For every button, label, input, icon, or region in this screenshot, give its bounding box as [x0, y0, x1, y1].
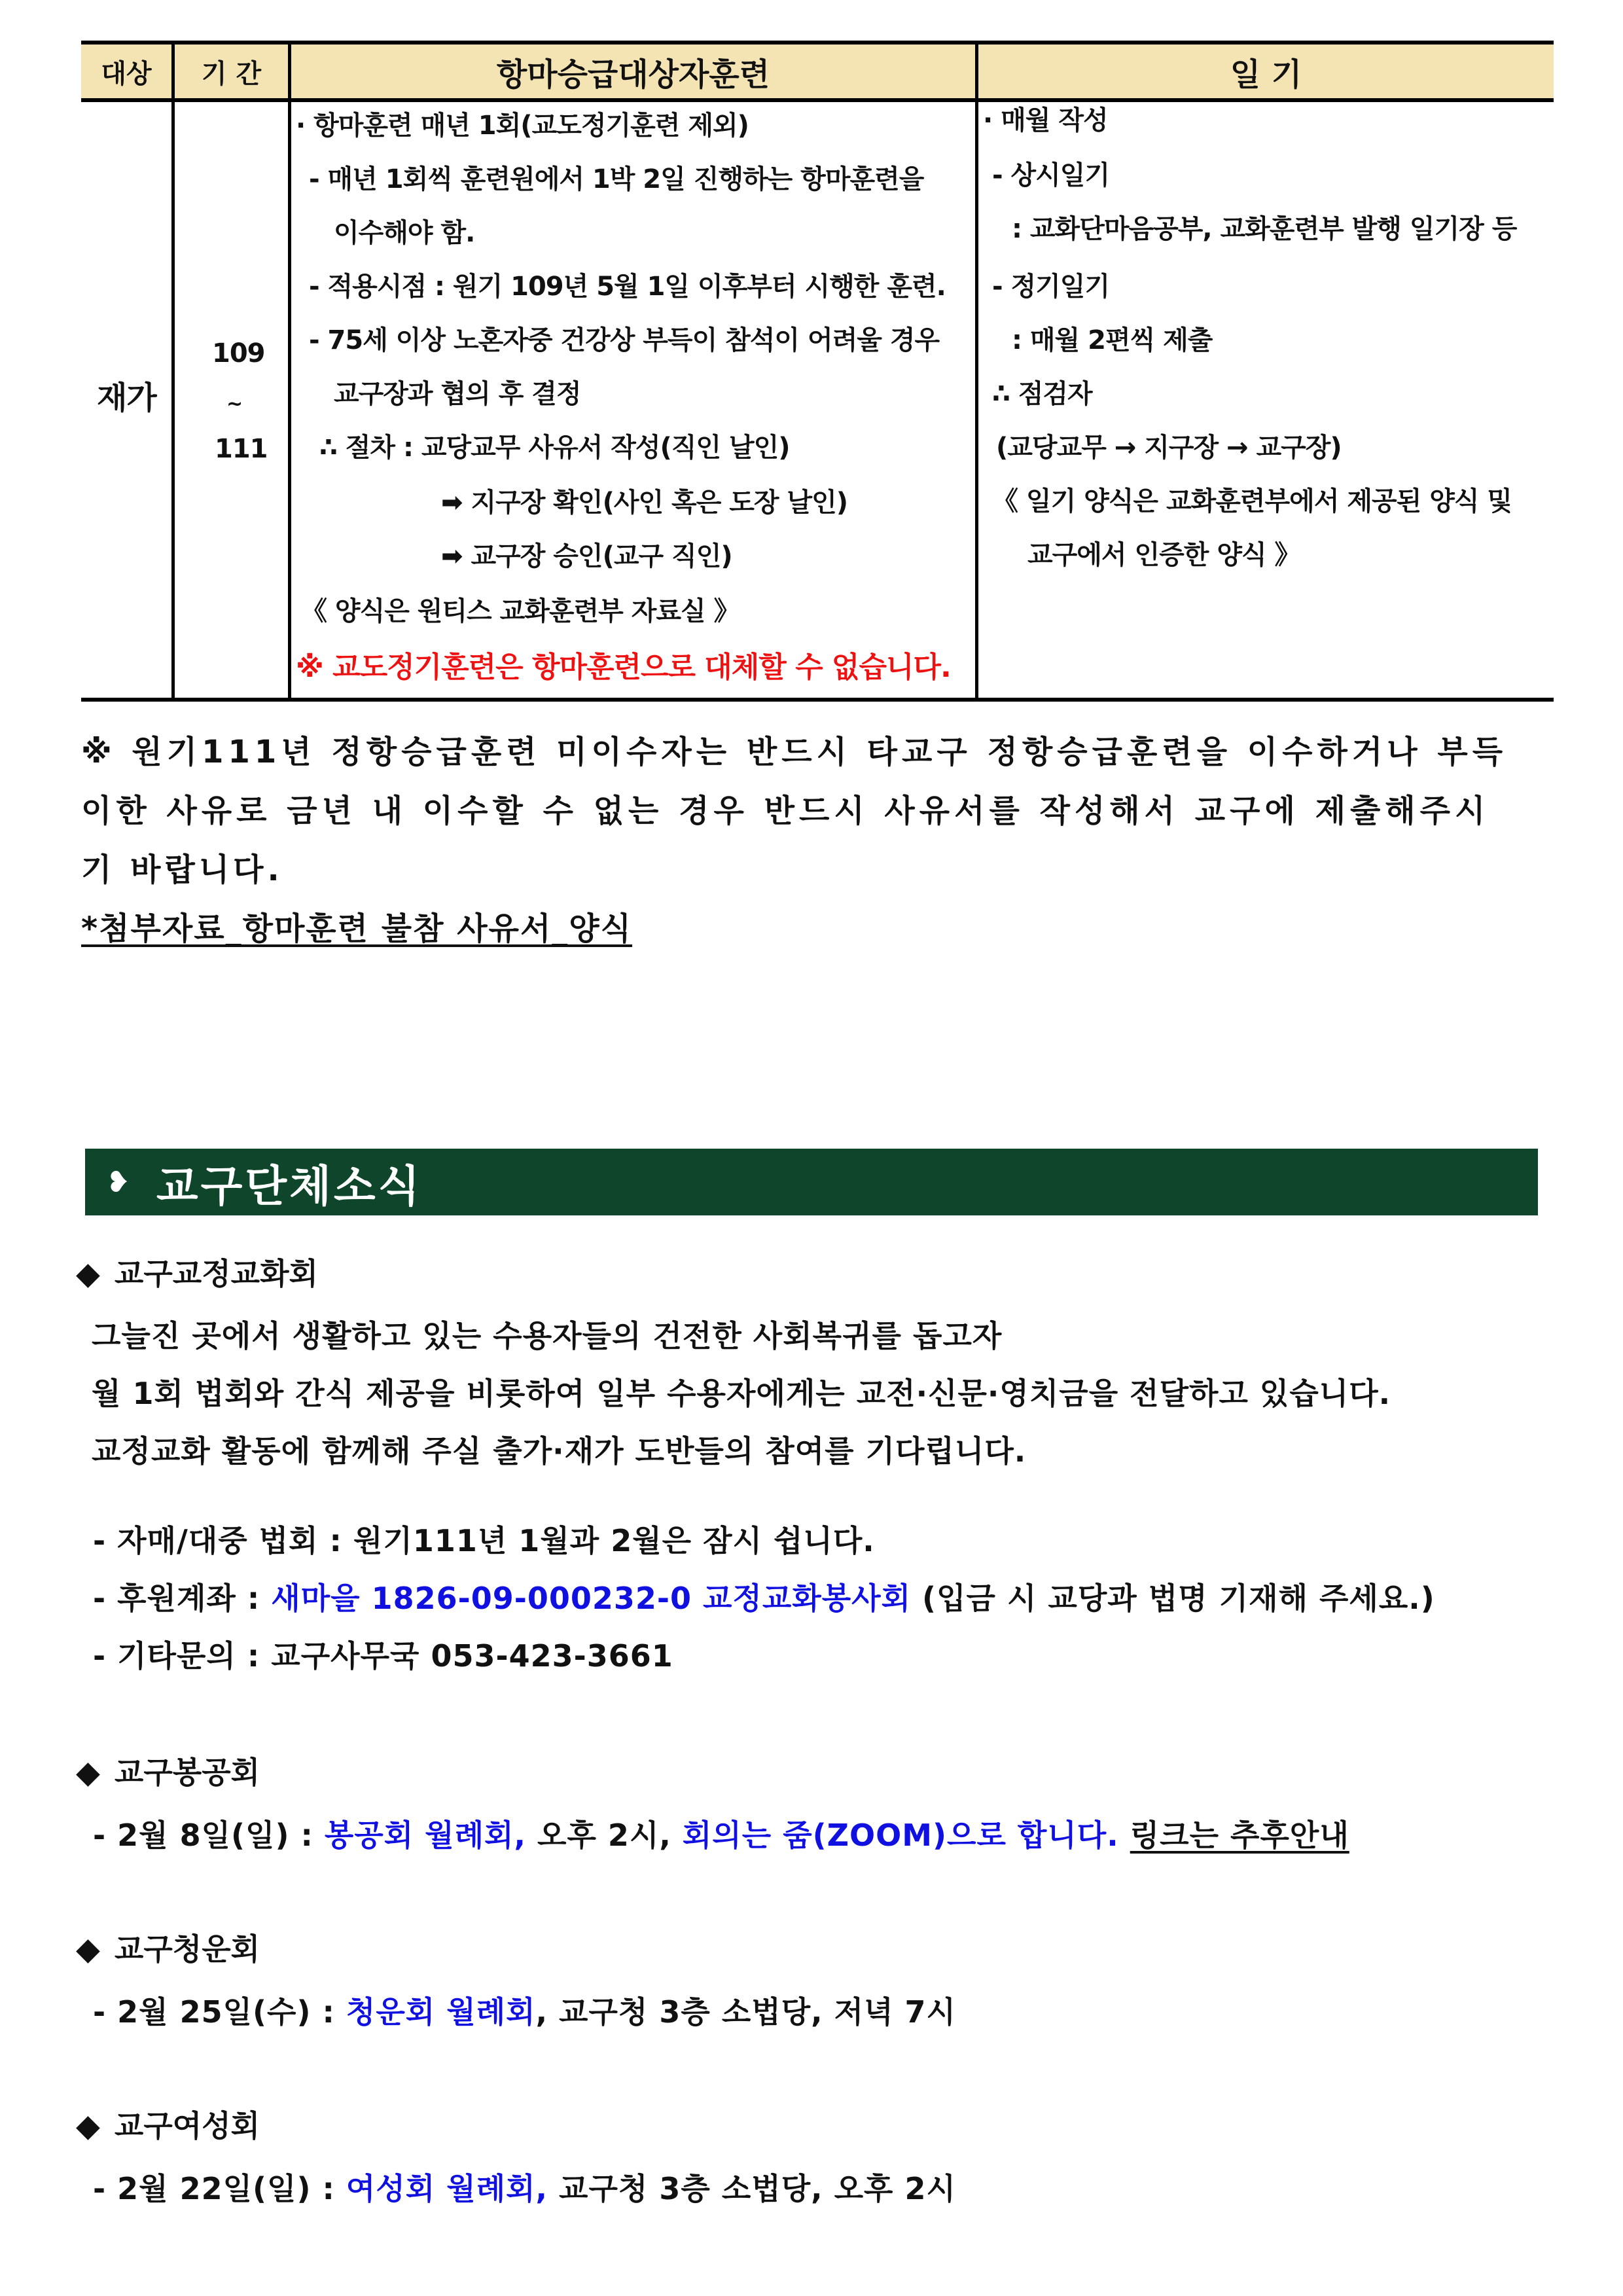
section-title-service: ◆ 교구봉공회	[76, 1754, 260, 1791]
diary-line: ∴ 점검자	[992, 379, 1092, 409]
diary-line: - 상시일기	[992, 160, 1110, 190]
training-line: ∴ 절차 : 교당교무 사유서 작성(직인 날인)	[319, 433, 790, 463]
service-event-line: - 2월 8일(일) : 봉공회 월례회, 오후 2시, 회의는 줌(ZOOM)으로 합니다. 링크는 추후안내	[93, 1818, 1349, 1853]
notice-line: 이한 사유로 금년 내 이수할 수 없는 경우 반드시 사유서를 작성해서 교구에 제출해주시	[81, 793, 1490, 829]
training-line: 《 양식은 원티스 교화훈련부 자료실 》	[301, 596, 740, 626]
training-line: - 75세 이상 노혼자중 건강상 부득이 참석이 어려울 경우	[309, 325, 940, 355]
period-end: 111	[215, 434, 268, 464]
header-diary: 일 기	[978, 45, 1554, 102]
training-line: 이수해야 함.	[334, 218, 475, 248]
training-line: ➡ 교구장 승인(교구 직인)	[441, 541, 732, 571]
period-sep: ~	[226, 393, 243, 416]
banner-title: 교구단체소식	[156, 1160, 423, 1211]
column-divider	[975, 45, 978, 698]
notice-line: ※ 원기111년 정항승급훈련 미이수자는 반드시 타교구 정항승급훈련을 이수하거나 부득	[81, 734, 1508, 770]
training-line: - 적용시점 : 원기 109년 5월 1일 이후부터 시행한 훈련.	[309, 272, 946, 302]
training-line: · 항마훈련 매년 1회(교도정기훈련 제외)	[296, 111, 749, 141]
notice-line: 기 바랍니다.	[81, 852, 283, 888]
paragraph-line: 교정교화 활동에 함께해 주실 출가·재가 도반들의 참여를 기다립니다.	[92, 1433, 1027, 1469]
header-training: 항마승급대상자훈련	[291, 45, 975, 102]
diamond-bullet-icon: ◆	[76, 1754, 100, 1791]
training-line: 교구장과 협의 후 결정	[334, 379, 581, 409]
section-banner	[85, 1149, 1538, 1215]
diary-line: : 교화단마음공부, 교화훈련부 발행 일기장 등	[1012, 214, 1517, 244]
youth-event-line: - 2월 25일(수) : 청운회 월례회, 교구청 3층 소법당, 저녁 7시	[93, 1994, 956, 2030]
target-cell: 재가	[97, 380, 156, 416]
paragraph-line: 월 1회 법회와 간식 제공을 비롯하여 일부 수용자에게는 교전·신문·영치금을 전달하고 있습니다.	[92, 1376, 1391, 1411]
training-line: ➡ 지구장 확인(사인 혹은 도장 날인)	[441, 488, 848, 518]
link-notice: 링크는 추후안내	[1130, 1818, 1349, 1853]
section-title-youth: ◆ 교구청운회	[76, 1931, 260, 1967]
diamond-bullet-icon: ◆	[76, 2108, 100, 2144]
period-start: 109	[212, 338, 265, 368]
training-line: - 매년 1회씩 훈련원에서 1박 2일 진행하는 항마훈련을	[309, 164, 924, 194]
women-event-line: - 2월 22일(일) : 여성회 월례회, 교구청 3층 소법당, 오후 2시	[93, 2171, 956, 2206]
diary-line: 《 일기 양식은 교화훈련부에서 제공된 양식 및	[992, 486, 1512, 516]
diary-line: · 매월 작성	[983, 105, 1108, 135]
contact-line: - 기타문의 : 교구사무국 053-423-3661	[93, 1638, 673, 1674]
diary-line: (교당교무 → 지구장 → 교구장)	[996, 433, 1342, 463]
diamond-bullet-icon: ◆	[76, 1255, 100, 1292]
header-period: 기 간	[175, 45, 288, 102]
diary-line: - 정기일기	[992, 272, 1110, 302]
info-line: - 자매/대중 법회 : 원기111년 1월과 2월은 잠시 쉽니다.	[93, 1523, 875, 1558]
heart-bullet-icon: ❥	[106, 1165, 130, 1199]
diary-line: : 매월 2편씩 제출	[1012, 325, 1213, 355]
diamond-bullet-icon: ◆	[76, 1931, 100, 1967]
paragraph-line: 그늘진 곳에서 생활하고 있는 수용자들의 건전한 사회복귀를 돕고자	[92, 1318, 1003, 1354]
section-title-women: ◆ 교구여성회	[76, 2108, 260, 2144]
training-warning: ※ 교도정기훈련은 항마훈련으로 대체할 수 없습니다.	[296, 651, 951, 684]
header-target: 대상	[81, 45, 171, 102]
attachment-link[interactable]: *첨부자료_항마훈련 불참 사유서_양식	[81, 910, 633, 947]
training-table	[81, 41, 1554, 702]
diary-line: 교구에서 인증한 양식 》	[1027, 540, 1300, 570]
section-title-correction: ◆ 교구교정교화회	[76, 1255, 318, 1292]
column-divider	[171, 45, 175, 698]
account-number: 새마을 1826-09-000232-0 교정교화봉사회	[271, 1581, 912, 1616]
account-line: - 후원계좌 : 새마을 1826-09-000232-0 교정교화봉사회 (입금 시 교당과 법명 기재해 주세요.)	[93, 1581, 1435, 1616]
column-divider	[288, 45, 291, 698]
